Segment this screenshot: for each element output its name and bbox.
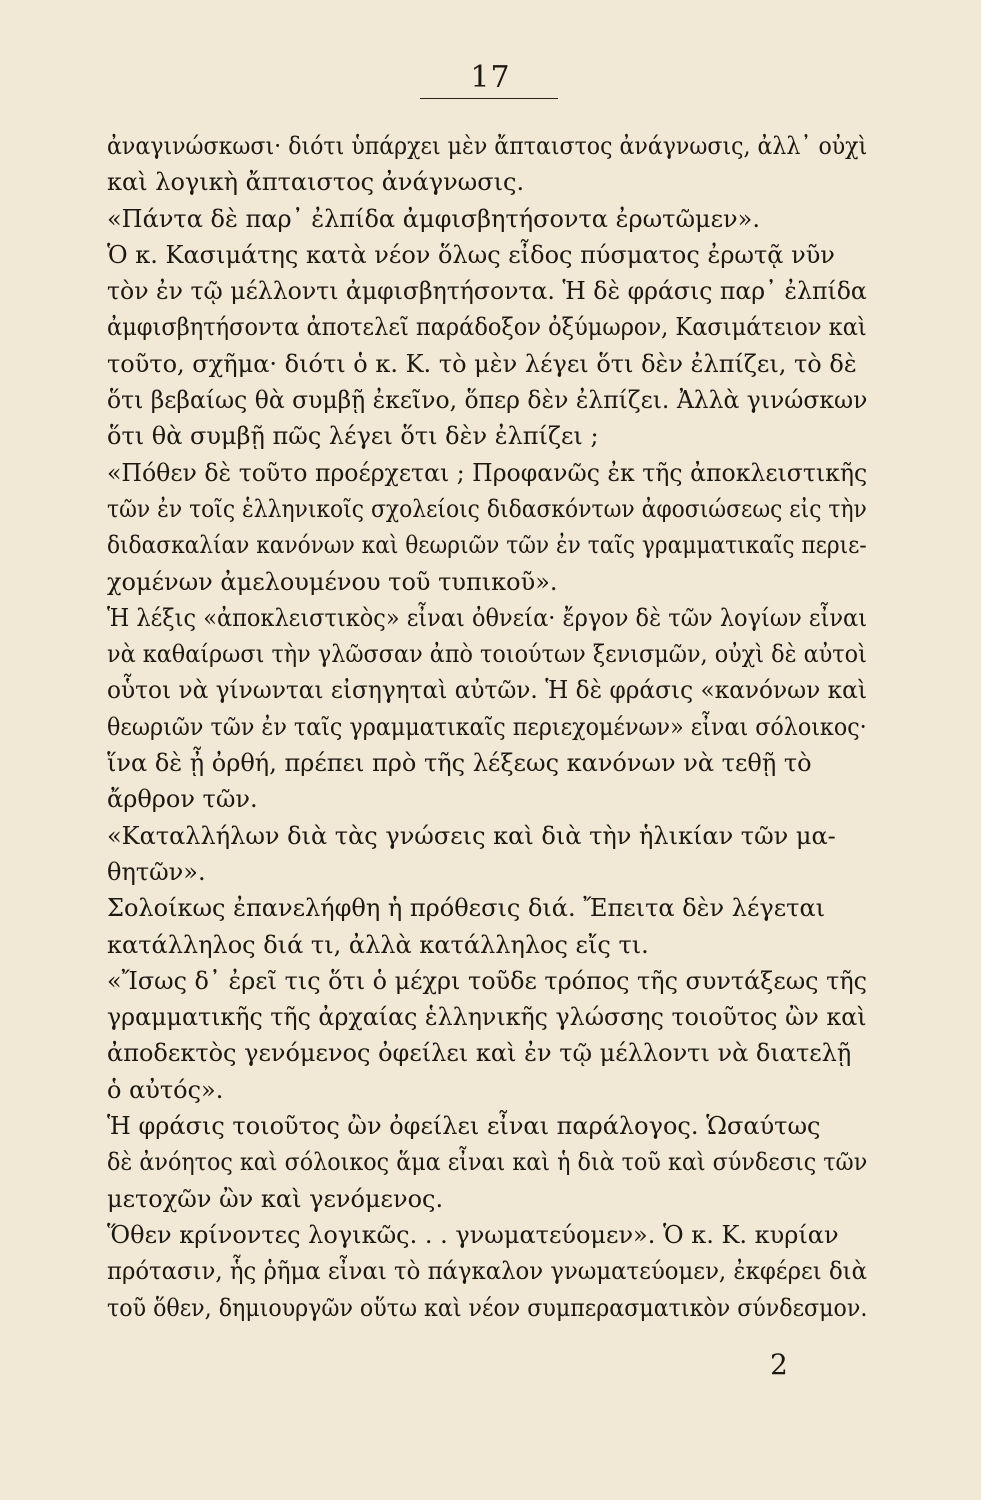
text-line: ἀποδεκτὸς γενόμενος ὀφείλει καὶ ἐν τῷ μέλλοντι νὰ διατελῇ xyxy=(107,1039,852,1068)
text-line: τῶν ἐν τοῖς ἑλληνικοῖς σχολείοις διδασκόντων ἀφοσιώσεως εἰς τὴν xyxy=(107,494,867,523)
text-line: ὅτι βεβαίως θὰ συμβῇ ἐκεῖνο, ὅπερ δὲν ἐλπίζει. Ἀλλὰ γινώσκων xyxy=(107,386,868,415)
text-line: «Πάντα δὲ παρ᾽ ἐλπίδα ἀμφισβητήσοντα ἐρωτῶμεν». xyxy=(107,204,760,233)
text-line: γραμματικῆς τῆς ἀρχαίας ἑλληνικῆς γλώσσης τοιοῦτος ὢν καὶ xyxy=(107,1003,867,1032)
text-line: Σολοίκως ἐπανελήφθη ἡ πρόθεσις διά. Ἔπειτα δὲν λέγεται xyxy=(107,894,826,923)
text-line: τὸν ἐν τῷ μέλλοντι ἀμφισβητήσοντα. Ἡ δὲ φράσις παρ᾽ ἐλπίδα xyxy=(107,277,867,306)
text-line: Ὁ κ. Κασιμάτης κατὰ νέον ὅλως εἶδος πύσματος ἐρωτᾷ νῦν xyxy=(107,240,835,269)
text-line: θητῶν». xyxy=(107,857,206,886)
text-line: χομένων ἀμελουμένου τοῦ τυπικοῦ». xyxy=(107,567,558,596)
text-line: Ἡ λέξις «ἀποκλειστικὸς» εἶναι ὀθνεία· ἔργον δὲ τῶν λογίων εἶναι xyxy=(107,603,868,632)
body-text xyxy=(107,128,867,1326)
page-number: 17 xyxy=(470,60,511,95)
text-line: «Καταλλήλων διὰ τὰς γνώσεις καὶ διὰ τὴν ἡλικίαν τῶν μα- xyxy=(107,821,836,850)
signature-mark: 2 xyxy=(770,1348,788,1381)
text-line: ὅτι θὰ συμβῇ πῶς λέγει ὅτι δὲν ἐλπίζει ; xyxy=(107,422,599,451)
text-line: διδασκαλίαν κανόνων καὶ θεωριῶν τῶν ἐν ταῖς γραμματικαῖς περιε- xyxy=(107,531,867,560)
text-line: ἀναγινώσκωσι· διότι ὑπάρχει μὲν ἄπταιστος ἀνάγνωσις, ἀλλ᾽ οὐχὶ xyxy=(107,132,868,160)
text-line: καὶ λογικὴ ἄπταιστος ἀνάγνωσις. xyxy=(107,168,525,197)
text-line: Ὅθεν κρίνοντες λογικῶς. . . γνωματεύομεν». Ὁ κ. Κ. κυρίαν xyxy=(107,1220,839,1249)
text-line: πρότασιν, ἧς ῥῆμα εἶναι τὸ πάγκαλον γνωματεύομεν, ἐκφέρει διὰ xyxy=(107,1257,867,1286)
text-line: «Πόθεν δὲ τοῦτο προέρχεται ; Προφανῶς ἐκ τῆς ἀποκλειστικῆς xyxy=(107,458,868,487)
text-line: ὁ αὐτός». xyxy=(107,1075,224,1104)
header-rule xyxy=(420,98,558,99)
text-line: κατάλληλος διά τι, ἀλλὰ κατάλληλος εἴς τι. xyxy=(107,930,649,959)
text-line: ἵνα δὲ ᾖ ὀρθή, πρέπει πρὸ τῆς λέξεως κανόνων νὰ τεθῇ τὸ xyxy=(107,749,812,778)
text-line: οὗτοι νὰ γίνωνται εἰσηγηταὶ αὐτῶν. Ἡ δὲ φράσις «κανόνων καὶ xyxy=(107,676,867,705)
text-line: «Ἴσως δ᾽ ἐρεῖ τις ὅτι ὁ μέχρι τοῦδε τρόπος τῆς συντάξεως τῆς xyxy=(107,966,868,995)
text-line: τοῦτο, σχῆμα· διότι ὁ κ. Κ. τὸ μὲν λέγει ὅτι δὲν ἐλπίζει, τὸ δὲ xyxy=(107,349,857,378)
text-line: ἀμφισβητήσοντα ἀποτελεῖ παράδοξον ὀξύμωρον, Κασιμάτειον καὶ xyxy=(107,313,867,342)
text-line: Ἡ φράσις τοιοῦτος ὢν ὀφείλει εἶναι παράλογος. Ὡσαύτως xyxy=(107,1112,821,1141)
text-line: νὰ καθαίρωσι τὴν γλῶσσαν ἀπὸ τοιούτων ξενισμῶν, οὐχὶ δὲ αὐτοὶ xyxy=(107,640,867,669)
text-line: ἄρθρον τῶν. xyxy=(107,785,258,814)
text-line: μετοχῶν ὢν καὶ γενόμενος. xyxy=(107,1184,444,1213)
text-line: τοῦ ὅθεν, δημιουργῶν οὕτω καὶ νέον συμπερασματικὸν σύνδεσμον. xyxy=(107,1293,868,1322)
text-line: δὲ ἀνόητος καὶ σόλοικος ἅμα εἶναι καὶ ἡ διὰ τοῦ καὶ σύνδεσις τῶν xyxy=(107,1148,868,1177)
text-line: θεωριῶν τῶν ἐν ταῖς γραμματικαῖς περιεχομένων» εἶναι σόλοικος· xyxy=(107,712,867,741)
